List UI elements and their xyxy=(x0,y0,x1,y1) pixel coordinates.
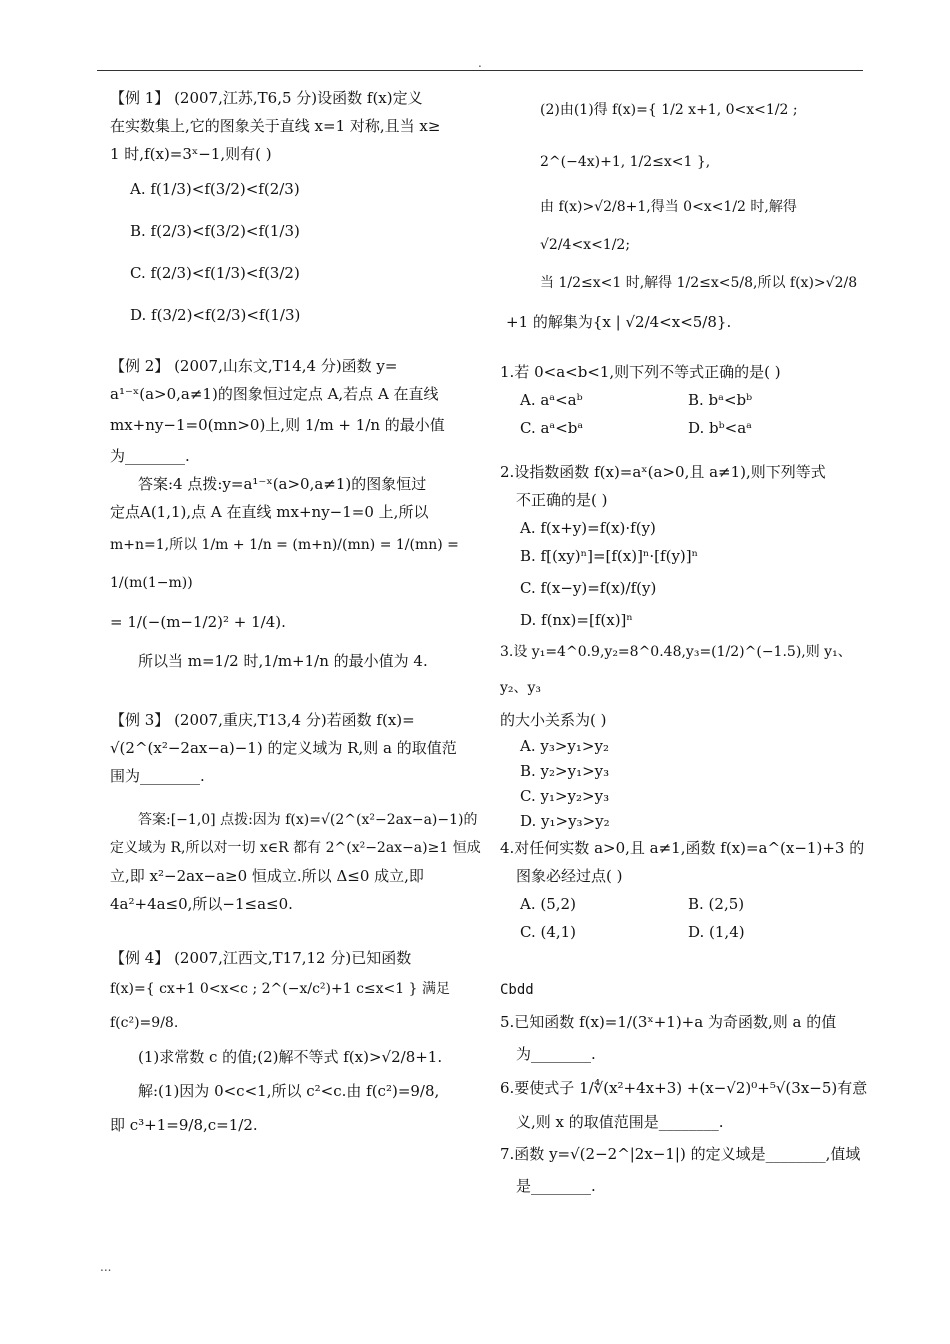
header-rule xyxy=(97,70,863,71)
handwritten-answers: Cbdd xyxy=(500,982,534,998)
ex4-solution-part2: +1 的解集为{x | √2/4<x<5/8}. xyxy=(506,313,732,331)
question-3: 3.设 y₁=4^0.9,y₂=8^0.48,y₃=(1/2)^(−1.5),则 y₁、y₂、y₃ xyxy=(500,644,852,696)
ex2-line: 【例 2】 (2007,山东文,T14,4 分)函数 y= xyxy=(110,357,398,375)
right-column xyxy=(500,84,875,1200)
ex2-answer: 定点A(1,1),点 A 在直线 mx+ny−1=0 上,所以 xyxy=(110,503,429,521)
ex4-solution: 即 c³+1=9/8,c=1/2. xyxy=(110,1116,258,1134)
ex3-answer: 4a²+4a≤0,所以−1≤a≤0. xyxy=(110,895,293,913)
question-7: 7.函数 y=√(2−2^|2x−1|) 的定义域是________,值域 xyxy=(500,1145,861,1163)
ex1-line: 1 时,f(x)=3ˣ−1,则有( ) xyxy=(110,145,272,163)
question-4-options xyxy=(500,890,875,918)
option-a: A. f(x+y)=f(x)·f(y) xyxy=(520,519,656,537)
ex1-line: 【例 1】 (2007,江苏,T6,5 分)设函数 f(x)定义 xyxy=(110,89,423,107)
ex1-option-a: A. f(1/3)<f(3/2)<f(2/3) xyxy=(130,180,300,198)
ex3-answer: 答案:[−1,0] 点拨:因为 f(x)=√(2^(x²−2ax−a)−1)的 xyxy=(138,812,478,828)
option-a: A. y₃>y₁>y₂ xyxy=(520,737,609,755)
ex4-line: (1)求常数 c 的值;(2)解不等式 f(x)>√2/8+1. xyxy=(138,1048,443,1066)
question-6: 6.要使式子 1/∜(x²+4x+3) +(x−√2)⁰+⁵√(3x−5)有意 xyxy=(500,1079,868,1097)
option-c: C. y₁>y₂>y₃ xyxy=(520,787,610,805)
option-c: C. f(x−y)=f(x)/f(y) xyxy=(520,579,657,597)
question-2: 不正确的是( ) xyxy=(516,491,608,509)
option-b: B. y₂>y₁>y₃ xyxy=(520,762,610,780)
ex1-option-d: D. f(3/2)<f(2/3)<f(1/3) xyxy=(130,306,301,324)
question-1-options xyxy=(500,414,875,442)
question-4: 图象必经过点( ) xyxy=(516,867,623,885)
ex2-line: a¹⁻ˣ(a>0,a≠1)的图象恒过定点 A,若点 A 在直线 xyxy=(110,385,439,403)
option-c: C. aᵃ<bᵃ xyxy=(520,419,584,437)
question-1-options xyxy=(500,386,875,414)
option-a: A. aᵃ<aᵇ xyxy=(520,391,583,409)
question-5: 为________. xyxy=(516,1045,596,1063)
ex3-answer: 定义域为 R,所以对一切 x∈R 都有 2^(x²−2ax−a)≥1 恒成 xyxy=(110,840,481,856)
question-5: 5.已知函数 f(x)=1/(3ˣ+1)+a 为奇函数,则 a 的值 xyxy=(500,1013,837,1031)
ex3-line: 围为________. xyxy=(110,767,205,785)
question-4-options xyxy=(500,918,875,946)
option-d: D. f(nx)=[f(x)]ⁿ xyxy=(520,611,633,629)
ex3-line: 【例 3】 (2007,重庆,T13,4 分)若函数 f(x)= xyxy=(110,711,415,729)
question-1: 1.若 0<a<b<1,则下列不等式正确的是( ) xyxy=(500,363,781,381)
ex2-answer: m+n=1,所以 1/m + 1/n = (m+n)/(mn) = 1/(mn) = 1/(m(1−m)) xyxy=(110,537,459,591)
top-mark: . xyxy=(478,56,482,70)
ex4-solution-part2: 由 f(x)>√2/8+1,得当 0<x<1/2 时,解得√2/4<x<1/2; xyxy=(540,199,797,253)
left-column xyxy=(110,84,490,1142)
ex1-option-b: B. f(2/3)<f(3/2)<f(1/3) xyxy=(130,222,300,240)
ex1-line: 在实数集上,它的图象关于直线 x=1 对称,且当 x≥ xyxy=(110,117,441,135)
option-a: A. (5,2) xyxy=(520,895,576,913)
option-c: C. (4,1) xyxy=(520,923,577,941)
option-b: B. bᵃ<bᵇ xyxy=(688,391,753,409)
question-3: 的大小关系为( ) xyxy=(500,711,607,729)
ex4-solution: 解:(1)因为 0<c<1,所以 c²<c.由 f(c²)=9/8, xyxy=(138,1082,440,1100)
question-6: 义,则 x 的取值范围是________. xyxy=(516,1113,724,1131)
ex4-line: f(x)={ cx+1 0<x<c ; 2^(−x/c²)+1 c≤x<1 } 满足 f(c²)=9/8. xyxy=(110,981,450,1031)
ex2-line: mx+ny−1=0(mn>0)上,则 1/m + 1/n 的最小值 xyxy=(110,416,445,434)
ex2-answer: 答案:4 点拨:y=a¹⁻ˣ(a>0,a≠1)的图象恒过 xyxy=(138,475,427,493)
question-7: 是________. xyxy=(516,1177,596,1195)
ex4-solution-part2: 当 1/2≤x<1 时,解得 1/2≤x<5/8,所以 f(x)>√2/8 xyxy=(540,275,858,291)
option-b: B. (2,5) xyxy=(688,895,745,913)
ex2-answer: = 1/(−(m−1/2)² + 1/4). xyxy=(110,613,286,631)
ex2-line: 为________. xyxy=(110,447,190,465)
question-2: 2.设指数函数 f(x)=aˣ(a>0,且 a≠1),则下列等式 xyxy=(500,463,826,481)
option-d: D. bᵇ<aᵃ xyxy=(688,419,752,437)
ex1-option-c: C. f(2/3)<f(1/3)<f(3/2) xyxy=(130,264,300,282)
ex3-answer: 立,即 x²−2ax−a≥0 恒成立.所以 Δ≤0 成立,即 xyxy=(110,867,424,885)
ex3-line: √(2^(x²−2ax−a)−1) 的定义域为 R,则 a 的取值范 xyxy=(110,739,457,757)
option-b: B. f[(xy)ⁿ]=[f(x)]ⁿ·[f(y)]ⁿ xyxy=(520,547,699,565)
bottom-mark: ... xyxy=(100,1260,112,1274)
option-d: D. (1,4) xyxy=(688,923,745,941)
option-d: D. y₁>y₃>y₂ xyxy=(520,812,610,830)
ex2-answer: 所以当 m=1/2 时,1/m+1/n 的最小值为 4. xyxy=(138,652,428,670)
question-4: 4.对任何实数 a>0,且 a≠1,函数 f(x)=a^(x−1)+3 的 xyxy=(500,839,865,857)
ex4-solution-part2: (2)由(1)得 f(x)={ 1/2 x+1, 0<x<1/2 ; 2^(−4x)+1, 1/2≤x<1 }, xyxy=(540,102,798,170)
ex4-line: 【例 4】 (2007,江西文,T17,12 分)已知函数 xyxy=(110,949,412,967)
